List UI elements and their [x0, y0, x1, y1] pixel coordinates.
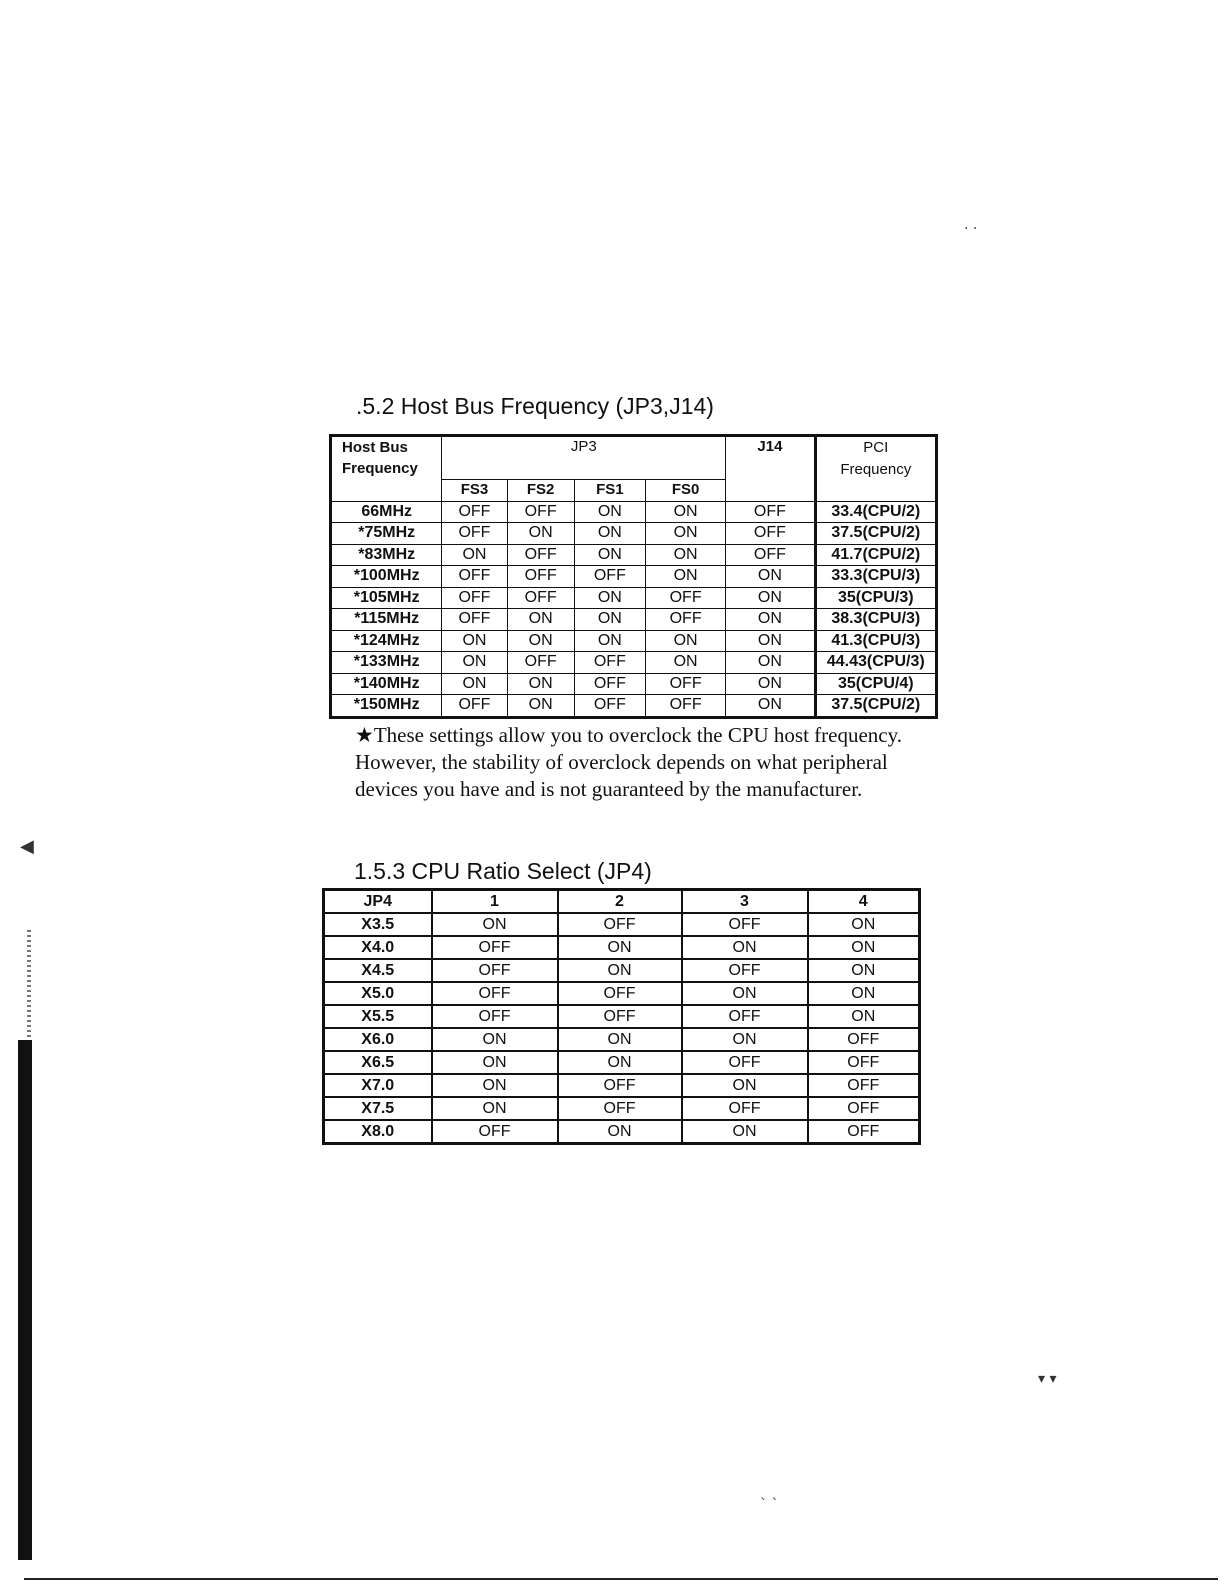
table-row — [324, 1074, 920, 1097]
cell-fs3: ON — [442, 630, 507, 652]
cell-p2: ON — [558, 1028, 682, 1051]
cell-fs2: ON — [507, 609, 574, 631]
table-row — [324, 1120, 920, 1144]
cell-pci: 41.3(CPU/3) — [815, 630, 936, 652]
cell-p3: ON — [682, 1074, 808, 1097]
cell-ratio: X4.0 — [324, 936, 432, 959]
cell-ratio: X5.5 — [324, 1005, 432, 1028]
cell-pci: 44.43(CPU/3) — [815, 652, 936, 674]
table-row — [331, 523, 937, 545]
cell-p4: OFF — [808, 1051, 920, 1074]
header-jp3: JP3 — [442, 436, 726, 480]
cell-p3: ON — [682, 936, 808, 959]
cell-freq: *83MHz — [331, 544, 442, 566]
header-pin-2: 2 — [558, 890, 682, 914]
cell-fs1: OFF — [574, 652, 645, 674]
cell-pci: 37.5(CPU/2) — [815, 695, 936, 718]
cell-j14: ON — [726, 566, 815, 588]
cell-p3: OFF — [682, 959, 808, 982]
table-row — [331, 630, 937, 652]
cell-fs2: ON — [507, 523, 574, 545]
table-row — [331, 652, 937, 674]
cell-ratio: X6.0 — [324, 1028, 432, 1051]
table-row — [324, 1028, 920, 1051]
section-title-host-bus: .5.2 Host Bus Frequency (JP3,J14) — [356, 393, 714, 419]
cell-j14: ON — [726, 587, 815, 609]
table-row — [324, 959, 920, 982]
cell-p3: OFF — [682, 1005, 808, 1028]
cell-j14: ON — [726, 630, 815, 652]
table-row — [324, 913, 920, 936]
cell-p1: OFF — [432, 1005, 558, 1028]
cell-ratio: X8.0 — [324, 1120, 432, 1144]
scan-speck: ▾ ▾ — [1038, 1371, 1057, 1387]
cell-p2: OFF — [558, 1097, 682, 1120]
cell-fs3: ON — [442, 673, 507, 695]
cell-p4: ON — [808, 982, 920, 1005]
cell-freq: *140MHz — [331, 673, 442, 695]
cell-pci: 37.5(CPU/2) — [815, 523, 936, 545]
cell-p4: OFF — [808, 1074, 920, 1097]
cell-fs3: OFF — [442, 523, 507, 545]
cell-p2: OFF — [558, 1005, 682, 1028]
cell-fs2: OFF — [507, 501, 574, 523]
cell-j14: ON — [726, 695, 815, 718]
cell-fs0: ON — [645, 630, 725, 652]
cell-fs0: OFF — [645, 587, 725, 609]
cell-freq: *105MHz — [331, 587, 442, 609]
table-row — [331, 544, 937, 566]
header-fs2: FS2 — [507, 480, 574, 502]
cell-fs2: OFF — [507, 566, 574, 588]
cell-fs2: OFF — [507, 652, 574, 674]
page-bottom-rule — [24, 1578, 1218, 1580]
cell-fs1: ON — [574, 587, 645, 609]
cell-freq: *133MHz — [331, 652, 442, 674]
header-fs0: FS0 — [645, 480, 725, 502]
cell-fs1: OFF — [574, 695, 645, 718]
cell-fs3: OFF — [442, 587, 507, 609]
cell-fs3: OFF — [442, 695, 507, 718]
table-row — [324, 1005, 920, 1028]
cell-ratio: X7.0 — [324, 1074, 432, 1097]
cell-p1: ON — [432, 913, 558, 936]
cell-fs2: ON — [507, 630, 574, 652]
cell-ratio: X5.0 — [324, 982, 432, 1005]
table-row — [324, 1097, 920, 1120]
cell-p4: ON — [808, 913, 920, 936]
cell-p3: OFF — [682, 1051, 808, 1074]
table-row — [324, 982, 920, 1005]
cell-p4: ON — [808, 936, 920, 959]
cell-pci: 38.3(CPU/3) — [815, 609, 936, 631]
header-j14: J14 — [726, 436, 815, 502]
header-pci-frequency: PCI Frequency — [815, 436, 936, 502]
cell-p1: OFF — [432, 959, 558, 982]
cell-ratio: X4.5 — [324, 959, 432, 982]
cell-fs0: ON — [645, 566, 725, 588]
cell-p4: ON — [808, 959, 920, 982]
cell-ratio: X7.5 — [324, 1097, 432, 1120]
cell-p1: OFF — [432, 1120, 558, 1144]
cell-freq: *124MHz — [331, 630, 442, 652]
header-jp4: JP4 — [324, 890, 432, 914]
cell-p3: OFF — [682, 913, 808, 936]
cell-j14: ON — [726, 609, 815, 631]
cell-fs1: ON — [574, 544, 645, 566]
table-row — [331, 566, 937, 588]
table-row — [324, 1051, 920, 1074]
scan-margin-dots — [27, 930, 31, 1040]
overclock-note: ★These settings allow you to overclock the CPU host frequency. However, the stability of overclock depends on what peripheral devices you have and is not guaranteed by the manufacturer. — [355, 723, 903, 801]
cell-pci: 35(CPU/4) — [815, 673, 936, 695]
cell-fs0: ON — [645, 523, 725, 545]
table-row — [331, 673, 937, 695]
cell-p2: ON — [558, 959, 682, 982]
table-row — [331, 609, 937, 631]
cell-ratio: X6.5 — [324, 1051, 432, 1074]
cell-fs1: ON — [574, 609, 645, 631]
cell-p1: ON — [432, 1028, 558, 1051]
cell-j14: OFF — [726, 544, 815, 566]
scan-speck: ` ` — [760, 1497, 779, 1513]
header-fs1: FS1 — [574, 480, 645, 502]
scan-speck: · · — [964, 221, 978, 237]
cell-p4: ON — [808, 1005, 920, 1028]
cell-fs3: ON — [442, 652, 507, 674]
cell-pci: 35(CPU/3) — [815, 587, 936, 609]
cell-fs3: OFF — [442, 609, 507, 631]
cell-fs0: OFF — [645, 695, 725, 718]
cell-pci: 33.3(CPU/3) — [815, 566, 936, 588]
cell-fs1: OFF — [574, 566, 645, 588]
host-bus-frequency-table — [329, 434, 938, 719]
cell-j14: OFF — [726, 501, 815, 523]
cell-p2: OFF — [558, 1074, 682, 1097]
cell-fs0: OFF — [645, 673, 725, 695]
cell-fs3: ON — [442, 544, 507, 566]
cell-p4: OFF — [808, 1120, 920, 1144]
cell-fs2: ON — [507, 673, 574, 695]
cell-fs2: ON — [507, 695, 574, 718]
cell-p1: ON — [432, 1097, 558, 1120]
cell-p3: ON — [682, 982, 808, 1005]
cell-fs1: ON — [574, 630, 645, 652]
cell-fs0: ON — [645, 501, 725, 523]
cell-p2: ON — [558, 1120, 682, 1144]
cell-pci: 33.4(CPU/2) — [815, 501, 936, 523]
cell-fs3: OFF — [442, 501, 507, 523]
cell-j14: ON — [726, 652, 815, 674]
cell-pci: 41.7(CPU/2) — [815, 544, 936, 566]
cell-fs0: OFF — [645, 609, 725, 631]
cell-fs2: OFF — [507, 587, 574, 609]
cell-p3: ON — [682, 1120, 808, 1144]
cell-fs3: OFF — [442, 566, 507, 588]
cell-freq: 66MHz — [331, 501, 442, 523]
table-row — [331, 501, 937, 523]
scan-speck: ◀ — [20, 836, 34, 857]
table-row — [331, 587, 937, 609]
cell-fs1: OFF — [574, 673, 645, 695]
cell-p1: ON — [432, 1051, 558, 1074]
header-pin-1: 1 — [432, 890, 558, 914]
cell-ratio: X3.5 — [324, 913, 432, 936]
header-fs3: FS3 — [442, 480, 507, 502]
table-row — [324, 936, 920, 959]
header-pin-3: 3 — [682, 890, 808, 914]
cell-p1: ON — [432, 1074, 558, 1097]
header-host-bus-frequency: Host Bus Frequency — [331, 436, 442, 502]
cell-p4: OFF — [808, 1097, 920, 1120]
cell-p2: OFF — [558, 913, 682, 936]
cell-fs2: OFF — [507, 544, 574, 566]
cell-fs1: ON — [574, 523, 645, 545]
cell-p3: OFF — [682, 1097, 808, 1120]
cell-freq: *75MHz — [331, 523, 442, 545]
section-title-cpu-ratio: 1.5.3 CPU Ratio Select (JP4) — [354, 858, 652, 884]
scan-edge-shadow — [18, 1040, 32, 1560]
cell-p3: ON — [682, 1028, 808, 1051]
cell-fs1: ON — [574, 501, 645, 523]
cell-p1: OFF — [432, 982, 558, 1005]
cell-p2: OFF — [558, 982, 682, 1005]
cell-p2: ON — [558, 936, 682, 959]
cell-p1: OFF — [432, 936, 558, 959]
cell-freq: *115MHz — [331, 609, 442, 631]
cell-p4: OFF — [808, 1028, 920, 1051]
header-pin-4: 4 — [808, 890, 920, 914]
cell-j14: ON — [726, 673, 815, 695]
cell-freq: *150MHz — [331, 695, 442, 718]
cell-j14: OFF — [726, 523, 815, 545]
cell-p2: ON — [558, 1051, 682, 1074]
cell-fs0: ON — [645, 652, 725, 674]
cell-fs0: ON — [645, 544, 725, 566]
table-row — [331, 695, 937, 718]
cpu-ratio-table — [322, 888, 921, 1145]
cell-freq: *100MHz — [331, 566, 442, 588]
